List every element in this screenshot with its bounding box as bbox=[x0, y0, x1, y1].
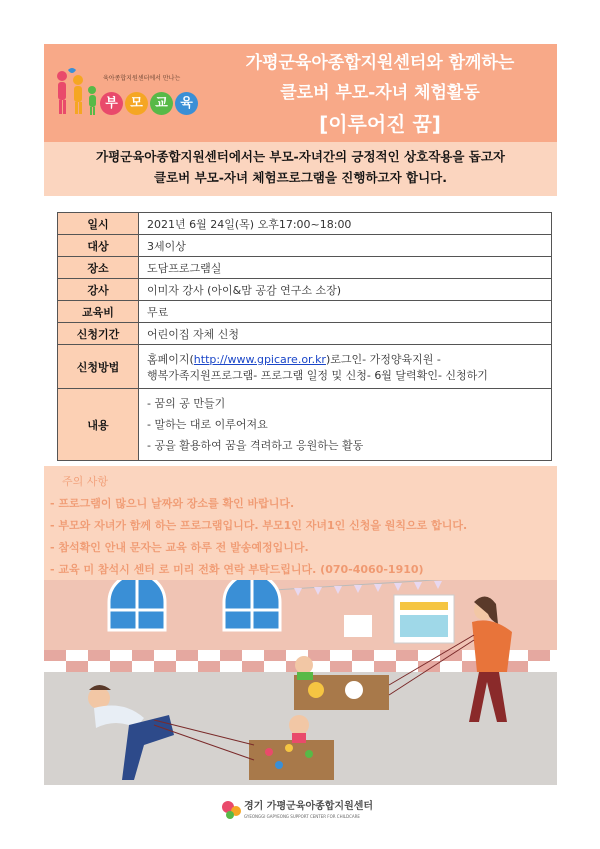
note-item: - 교육 미 참석시 센터 로 미리 전화 연락 부탁드립니다. (070-4060-1910) bbox=[50, 563, 424, 576]
row-label: 신청방법 bbox=[58, 345, 139, 389]
logo-char: 육 bbox=[175, 92, 198, 115]
table-row bbox=[58, 323, 552, 345]
family-logo-icon bbox=[52, 66, 102, 126]
content-item: - 공을 활용하여 꿈을 격려하고 응원하는 활동 bbox=[147, 439, 364, 452]
logo-char: 교 bbox=[150, 92, 173, 115]
row-value: 도담프로그램실 bbox=[139, 257, 552, 279]
method-text: 행복가족지원프로그램- 프로그램 일정 및 신청- 6월 달력확인- 신청하기 bbox=[147, 368, 488, 382]
title-line-2: 클로버 부모-자녀 체험활동 bbox=[280, 83, 480, 103]
content-item: - 꿈의 공 만들기 bbox=[147, 397, 226, 410]
row-label: 장소 bbox=[58, 257, 139, 279]
method-text: 홈페이지( bbox=[147, 352, 194, 366]
note-item: - 프로그램이 많으니 날짜와 장소를 확인 바랍니다. bbox=[50, 497, 295, 510]
table-row bbox=[58, 213, 552, 235]
row-value bbox=[139, 389, 552, 461]
window-left-icon bbox=[109, 580, 165, 630]
logo-char: 모 bbox=[125, 92, 148, 115]
table-row bbox=[58, 235, 552, 257]
table-row bbox=[58, 301, 552, 323]
footer-logo-icon bbox=[222, 801, 241, 819]
row-label: 내용 bbox=[58, 389, 139, 461]
row-label: 신청기간 bbox=[58, 323, 139, 345]
family-play-illustration bbox=[44, 580, 557, 785]
notes-title: 주의 사항 bbox=[62, 475, 109, 488]
intro-line-2: 클로버 부모-자녀 체험프로그램을 진행하고자 합니다. bbox=[154, 170, 447, 185]
footer bbox=[0, 795, 600, 825]
row-value bbox=[139, 345, 552, 389]
note-item: - 참석확인 안내 문자는 교육 하루 전 발송예정입니다. bbox=[50, 541, 309, 554]
footer-sub: GYEONGGI GAPYEONG SUPPORT CENTER FOR CHILDCARE bbox=[244, 814, 360, 819]
window-right-icon bbox=[224, 580, 280, 630]
row-label: 교육비 bbox=[58, 301, 139, 323]
homepage-link[interactable]: http://www.gpicare.or.kr bbox=[193, 352, 326, 366]
title-line-1: 가평군육아종합지원센터와 함께하는 bbox=[245, 53, 515, 73]
note-item: - 부모와 자녀가 함께 하는 프로그램입니다. 부모1인 자녀1인 신청을 원칙으로 합니다. bbox=[50, 519, 468, 532]
method-text: )로그인- 가정양육지원 - bbox=[325, 352, 441, 366]
content-item: - 말하는 대로 이루어져요 bbox=[147, 418, 268, 431]
row-value: 어린이집 자체 신청 bbox=[139, 323, 552, 345]
row-label: 대상 bbox=[58, 235, 139, 257]
row-value: 무료 bbox=[139, 301, 552, 323]
table-row bbox=[58, 257, 552, 279]
title-line-3: [이루어진 꿈] bbox=[319, 112, 441, 136]
logo-char: 부 bbox=[100, 92, 123, 115]
row-value: 이미자 강사 (아이&맘 공감 연구소 소장) bbox=[139, 279, 552, 301]
row-label: 일시 bbox=[58, 213, 139, 235]
logo-wordmark bbox=[100, 92, 198, 115]
table-row bbox=[58, 279, 552, 301]
table-row bbox=[58, 345, 552, 389]
row-value: 2021년 6월 24일(목) 오후17:00~18:00 bbox=[139, 213, 552, 235]
row-label: 강사 bbox=[58, 279, 139, 301]
intro-line-1: 가평군육아종합지원센터에서는 부모-자녀간의 긍정적인 상호작용을 돕고자 bbox=[96, 149, 505, 164]
footer-name: 경기 가평군육아종합지원센터 bbox=[244, 801, 374, 812]
illustration bbox=[44, 580, 557, 785]
info-table bbox=[57, 212, 552, 461]
row-value: 3세이상 bbox=[139, 235, 552, 257]
table-row bbox=[58, 389, 552, 461]
logo-tagline: 육아종합지원센터에서 만나는 bbox=[103, 75, 181, 82]
